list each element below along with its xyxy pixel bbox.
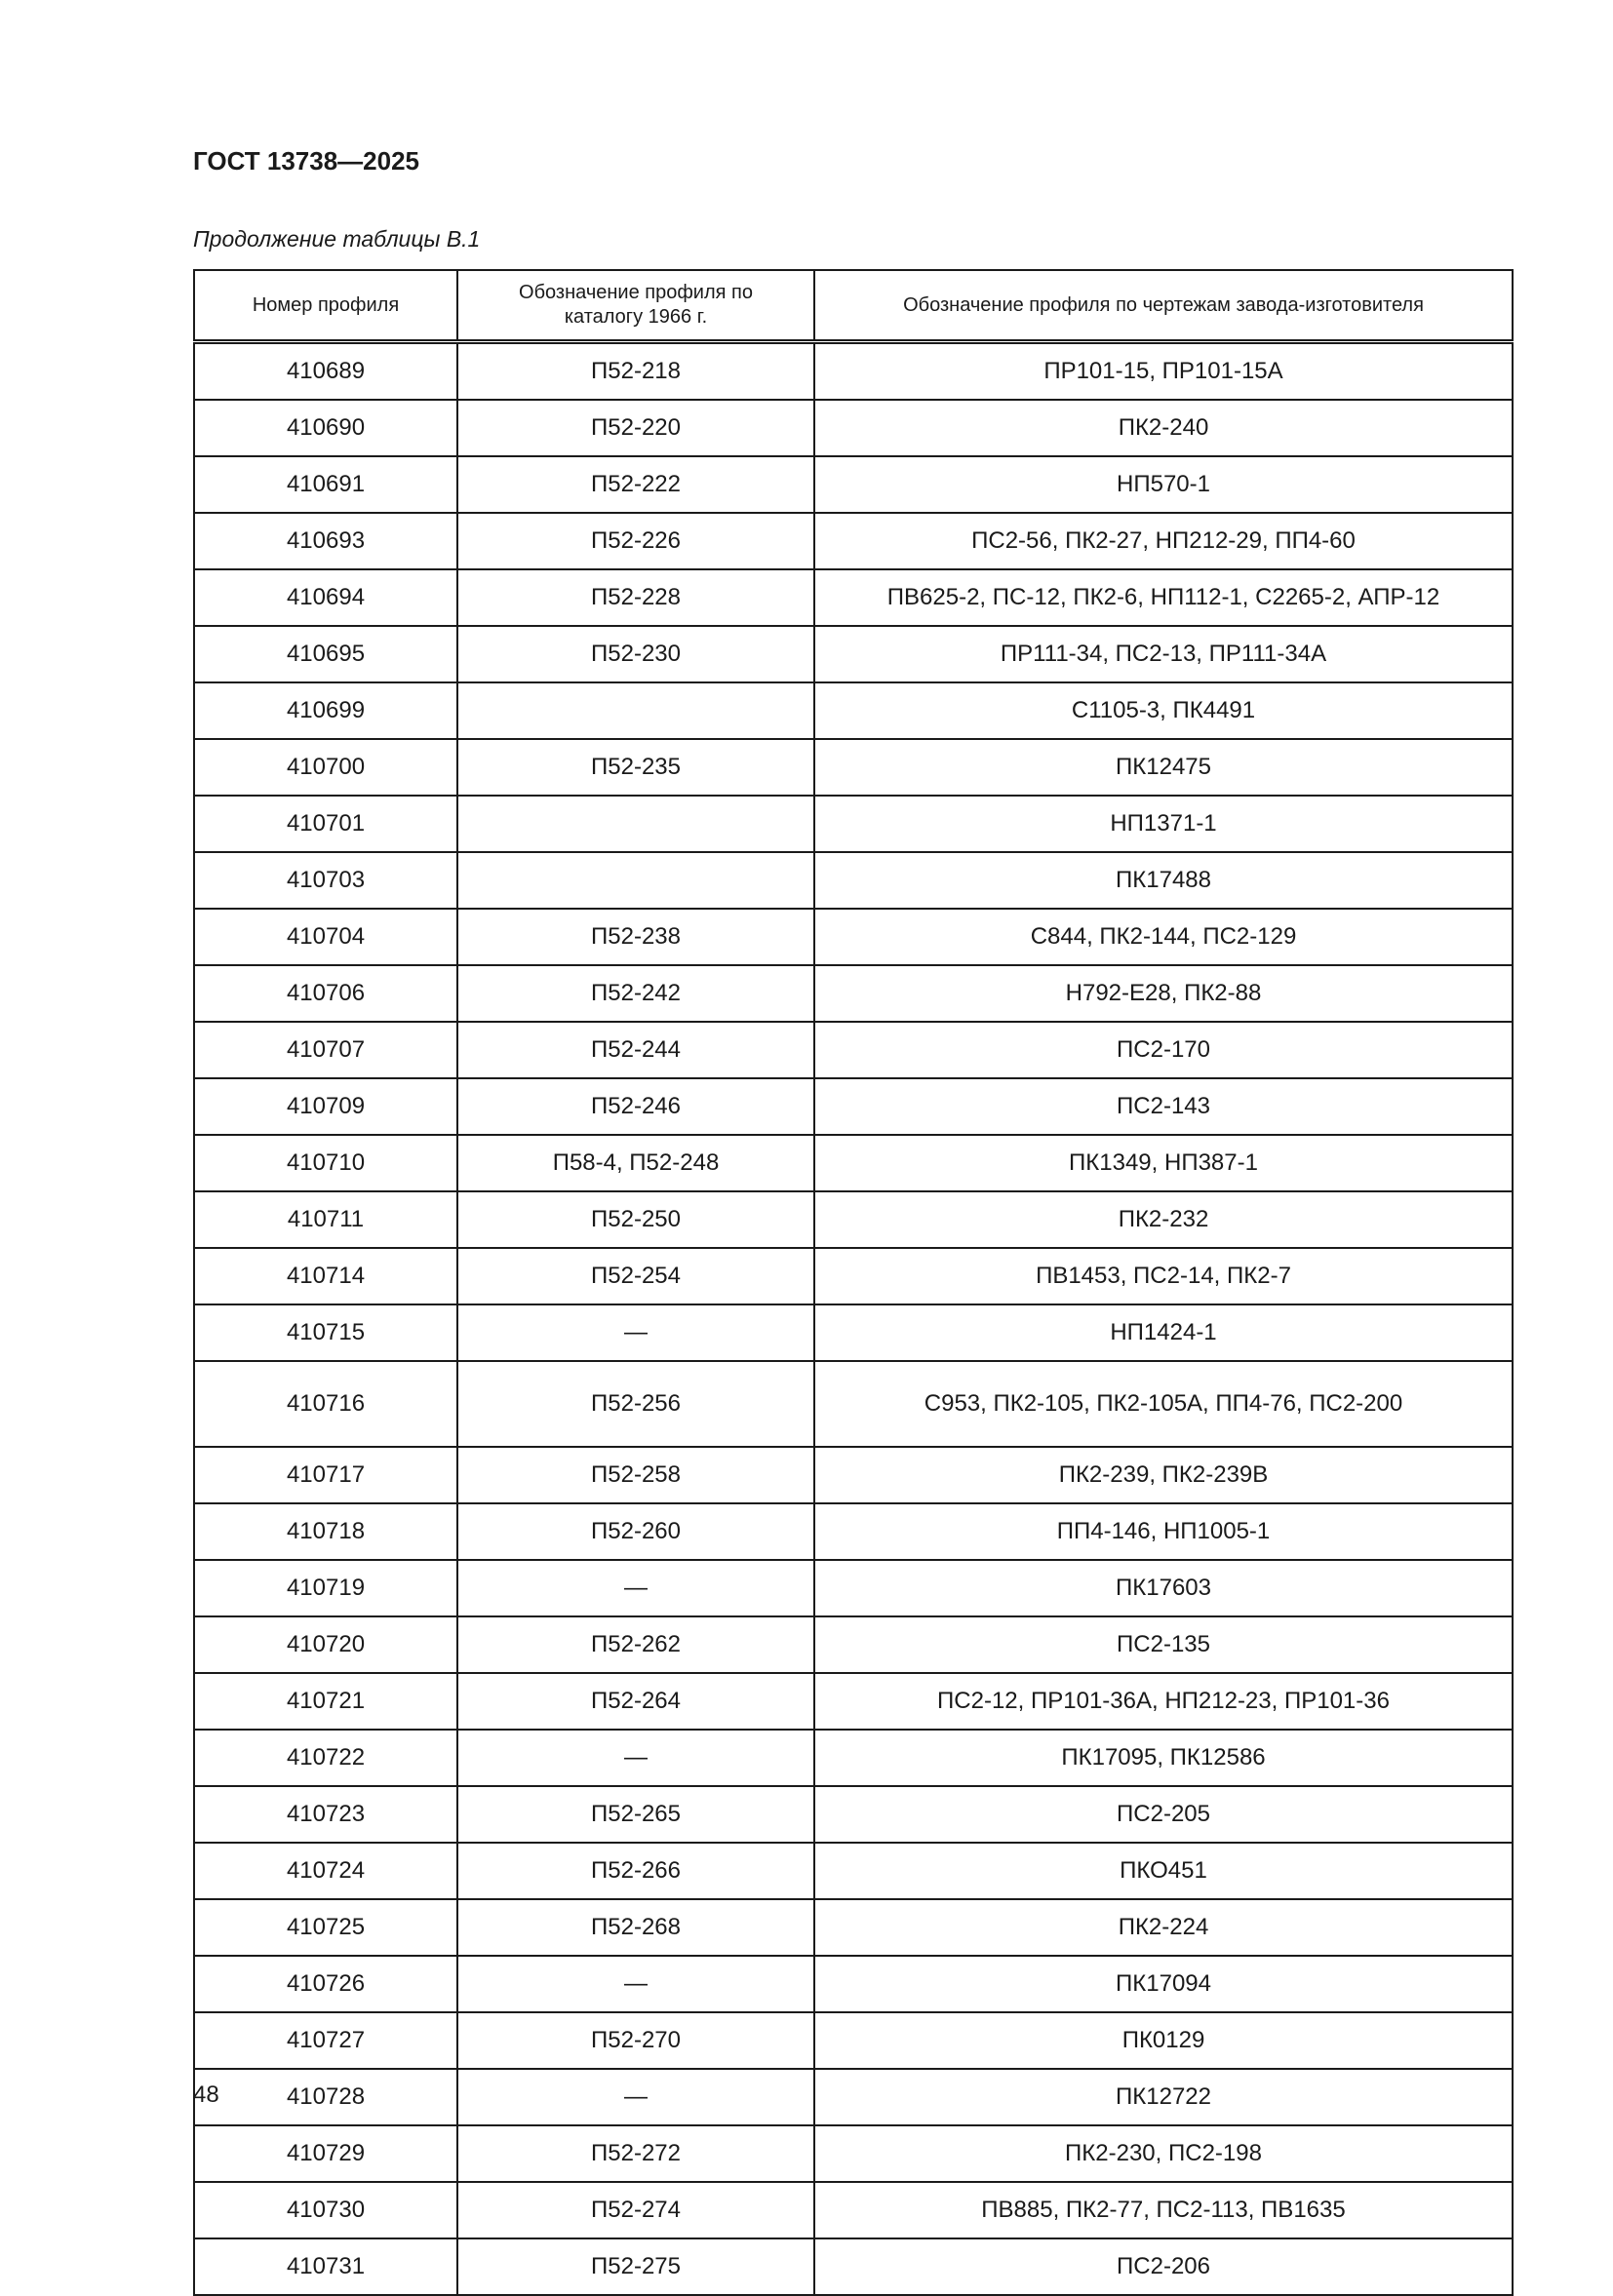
cell-catalog-designation: П52-270 xyxy=(457,2012,814,2069)
table-row xyxy=(194,965,1513,1022)
cell-catalog-designation: П52-222 xyxy=(457,456,814,513)
table-row xyxy=(194,1447,1513,1503)
table-row xyxy=(194,2238,1513,2295)
table-row xyxy=(194,1503,1513,1560)
cell-profile-number: 410707 xyxy=(194,1022,457,1078)
cell-profile-number: 410718 xyxy=(194,1503,457,1560)
cell-catalog-designation: П52-250 xyxy=(457,1191,814,1248)
cell-catalog-designation: П52-220 xyxy=(457,400,814,456)
cell-profile-number: 410726 xyxy=(194,1956,457,2012)
cell-catalog-designation: — xyxy=(457,1956,814,2012)
table-row xyxy=(194,682,1513,739)
cell-profile-number: 410701 xyxy=(194,796,457,852)
cell-catalog-designation: П52-235 xyxy=(457,739,814,796)
cell-catalog-designation: П52-244 xyxy=(457,1022,814,1078)
table-row xyxy=(194,1022,1513,1078)
cell-profile-number: 410690 xyxy=(194,400,457,456)
table-row xyxy=(194,1361,1513,1447)
cell-catalog-designation: П52-266 xyxy=(457,1843,814,1899)
cell-factory-designation: ПКО451 xyxy=(814,1843,1513,1899)
cell-factory-designation: ПК17603 xyxy=(814,1560,1513,1616)
cell-profile-number: 410693 xyxy=(194,513,457,569)
table-caption: Продолжение таблицы В.1 xyxy=(193,226,481,252)
table-row xyxy=(194,2069,1513,2125)
cell-catalog-designation xyxy=(457,852,814,909)
cell-profile-number: 410719 xyxy=(194,1560,457,1616)
cell-profile-number: 410720 xyxy=(194,1616,457,1673)
cell-factory-designation: ПВ1453, ПС2-14, ПК2-7 xyxy=(814,1248,1513,1304)
cell-factory-designation: ПР101-15, ПР101-15А xyxy=(814,342,1513,401)
cell-profile-number: 410729 xyxy=(194,2125,457,2182)
cell-catalog-designation: П52-246 xyxy=(457,1078,814,1135)
cell-catalog-designation: П52-275 xyxy=(457,2238,814,2295)
cell-profile-number: 410704 xyxy=(194,909,457,965)
cell-profile-number: 410703 xyxy=(194,852,457,909)
table-row xyxy=(194,1560,1513,1616)
cell-profile-number: 410723 xyxy=(194,1786,457,1843)
cell-factory-designation: ПК0129 xyxy=(814,2012,1513,2069)
cell-catalog-designation: П52-272 xyxy=(457,2125,814,2182)
cell-catalog-designation: П52-264 xyxy=(457,1673,814,1730)
cell-catalog-designation: П52-254 xyxy=(457,1248,814,1304)
cell-catalog-designation: П52-218 xyxy=(457,342,814,401)
table-header-row xyxy=(194,270,1513,342)
cell-factory-designation: ПК2-240 xyxy=(814,400,1513,456)
cell-profile-number: 410715 xyxy=(194,1304,457,1361)
cell-catalog-designation: П52-260 xyxy=(457,1503,814,1560)
cell-profile-number: 410699 xyxy=(194,682,457,739)
cell-catalog-designation: — xyxy=(457,2069,814,2125)
cell-catalog-designation xyxy=(457,682,814,739)
cell-factory-designation: ПП4-146, НП1005-1 xyxy=(814,1503,1513,1560)
table-row xyxy=(194,626,1513,682)
table-row xyxy=(194,739,1513,796)
cell-factory-designation: ПК17094 xyxy=(814,1956,1513,2012)
cell-profile-number: 410700 xyxy=(194,739,457,796)
table-row xyxy=(194,1078,1513,1135)
cell-catalog-designation: П52-226 xyxy=(457,513,814,569)
cell-factory-designation: ПК2-230, ПС2-198 xyxy=(814,2125,1513,2182)
table-row xyxy=(194,852,1513,909)
profiles-table xyxy=(193,269,1514,2296)
column-header-factory-designation: Обозначение профиля по чертежам завода-изготовителя xyxy=(814,270,1513,342)
cell-catalog-designation: П52-230 xyxy=(457,626,814,682)
cell-factory-designation: ПК17095, ПК12586 xyxy=(814,1730,1513,1786)
cell-factory-designation: ПС2-56, ПК2-27, НП212-29, ПП4-60 xyxy=(814,513,1513,569)
cell-factory-designation: ПВ885, ПК2-77, ПС2-113, ПВ1635 xyxy=(814,2182,1513,2238)
cell-profile-number: 410706 xyxy=(194,965,457,1022)
cell-catalog-designation: П52-274 xyxy=(457,2182,814,2238)
cell-profile-number: 410731 xyxy=(194,2238,457,2295)
cell-catalog-designation: П58-4, П52-248 xyxy=(457,1135,814,1191)
cell-profile-number: 410724 xyxy=(194,1843,457,1899)
table-row xyxy=(194,569,1513,626)
table-row xyxy=(194,2182,1513,2238)
cell-catalog-designation: П52-238 xyxy=(457,909,814,965)
cell-factory-designation: Н792-Е28, ПК2-88 xyxy=(814,965,1513,1022)
table-row xyxy=(194,400,1513,456)
cell-factory-designation: ПС2-12, ПР101-36А, НП212-23, ПР101-36 xyxy=(814,1673,1513,1730)
table-row xyxy=(194,456,1513,513)
table-body xyxy=(194,342,1513,2296)
cell-profile-number: 410689 xyxy=(194,342,457,401)
cell-profile-number: 410714 xyxy=(194,1248,457,1304)
cell-profile-number: 410728 xyxy=(194,2069,457,2125)
cell-factory-designation: ПК17488 xyxy=(814,852,1513,909)
cell-catalog-designation: П52-262 xyxy=(457,1616,814,1673)
cell-profile-number: 410716 xyxy=(194,1361,457,1447)
cell-factory-designation: ПС2-135 xyxy=(814,1616,1513,1673)
cell-factory-designation: ПР111-34, ПС2-13, ПР111-34А xyxy=(814,626,1513,682)
table-row xyxy=(194,1899,1513,1956)
cell-factory-designation: ПК12722 xyxy=(814,2069,1513,2125)
cell-factory-designation: С1105-3, ПК4491 xyxy=(814,682,1513,739)
cell-profile-number: 410725 xyxy=(194,1899,457,1956)
cell-profile-number: 410730 xyxy=(194,2182,457,2238)
cell-factory-designation: ПК1349, НП387-1 xyxy=(814,1135,1513,1191)
table-row xyxy=(194,1616,1513,1673)
cell-factory-designation: НП570-1 xyxy=(814,456,1513,513)
table-row xyxy=(194,1673,1513,1730)
cell-catalog-designation: П52-258 xyxy=(457,1447,814,1503)
table-row xyxy=(194,1843,1513,1899)
table-row xyxy=(194,1248,1513,1304)
cell-factory-designation: ПС2-170 xyxy=(814,1022,1513,1078)
cell-catalog-designation: — xyxy=(457,1560,814,1616)
table-row xyxy=(194,1135,1513,1191)
cell-profile-number: 410710 xyxy=(194,1135,457,1191)
table-row xyxy=(194,1304,1513,1361)
table-row xyxy=(194,1786,1513,1843)
cell-factory-designation: С844, ПК2-144, ПС2-129 xyxy=(814,909,1513,965)
table-row xyxy=(194,1730,1513,1786)
cell-factory-designation: ПК2-239, ПК2-239В xyxy=(814,1447,1513,1503)
cell-catalog-designation: П52-256 xyxy=(457,1361,814,1447)
table-row xyxy=(194,2012,1513,2069)
cell-catalog-designation: — xyxy=(457,1304,814,1361)
cell-profile-number: 410711 xyxy=(194,1191,457,1248)
cell-factory-designation: ПС2-205 xyxy=(814,1786,1513,1843)
column-header-catalog-designation xyxy=(457,270,814,342)
cell-factory-designation: С953, ПК2-105, ПК2-105А, ПП4-76, ПС2-200 xyxy=(814,1361,1513,1447)
cell-profile-number: 410721 xyxy=(194,1673,457,1730)
cell-profile-number: 410722 xyxy=(194,1730,457,1786)
cell-factory-designation: НП1424-1 xyxy=(814,1304,1513,1361)
table-row xyxy=(194,796,1513,852)
cell-factory-designation: НП1371-1 xyxy=(814,796,1513,852)
cell-profile-number: 410694 xyxy=(194,569,457,626)
table-row xyxy=(194,1191,1513,1248)
cell-factory-designation: ПС2-143 xyxy=(814,1078,1513,1135)
cell-factory-designation: ПК12475 xyxy=(814,739,1513,796)
cell-factory-designation: ПК2-232 xyxy=(814,1191,1513,1248)
cell-catalog-designation: П52-228 xyxy=(457,569,814,626)
table-row xyxy=(194,1956,1513,2012)
cell-catalog-designation: П52-268 xyxy=(457,1899,814,1956)
cell-factory-designation: ПВ625-2, ПС-12, ПК2-6, НП112-1, С2265-2, АПР-12 xyxy=(814,569,1513,626)
cell-profile-number: 410727 xyxy=(194,2012,457,2069)
table-row xyxy=(194,2125,1513,2182)
cell-catalog-designation: П52-242 xyxy=(457,965,814,1022)
cell-factory-designation: ПК2-224 xyxy=(814,1899,1513,1956)
cell-catalog-designation: — xyxy=(457,1730,814,1786)
page-number: 48 xyxy=(193,2082,219,2108)
table-row xyxy=(194,342,1513,401)
column-header-profile-number: Номер профиля xyxy=(194,270,457,342)
cell-catalog-designation xyxy=(457,796,814,852)
cell-catalog-designation: П52-265 xyxy=(457,1786,814,1843)
table-row xyxy=(194,513,1513,569)
cell-profile-number: 410695 xyxy=(194,626,457,682)
cell-profile-number: 410709 xyxy=(194,1078,457,1135)
cell-profile-number: 410691 xyxy=(194,456,457,513)
cell-factory-designation: ПС2-206 xyxy=(814,2238,1513,2295)
table-row xyxy=(194,909,1513,965)
cell-profile-number: 410717 xyxy=(194,1447,457,1503)
document-id: ГОСТ 13738—2025 xyxy=(193,146,419,175)
column-header-catalog-designation-text: Обозначение профиля по каталогу 1966 г. xyxy=(519,282,753,328)
